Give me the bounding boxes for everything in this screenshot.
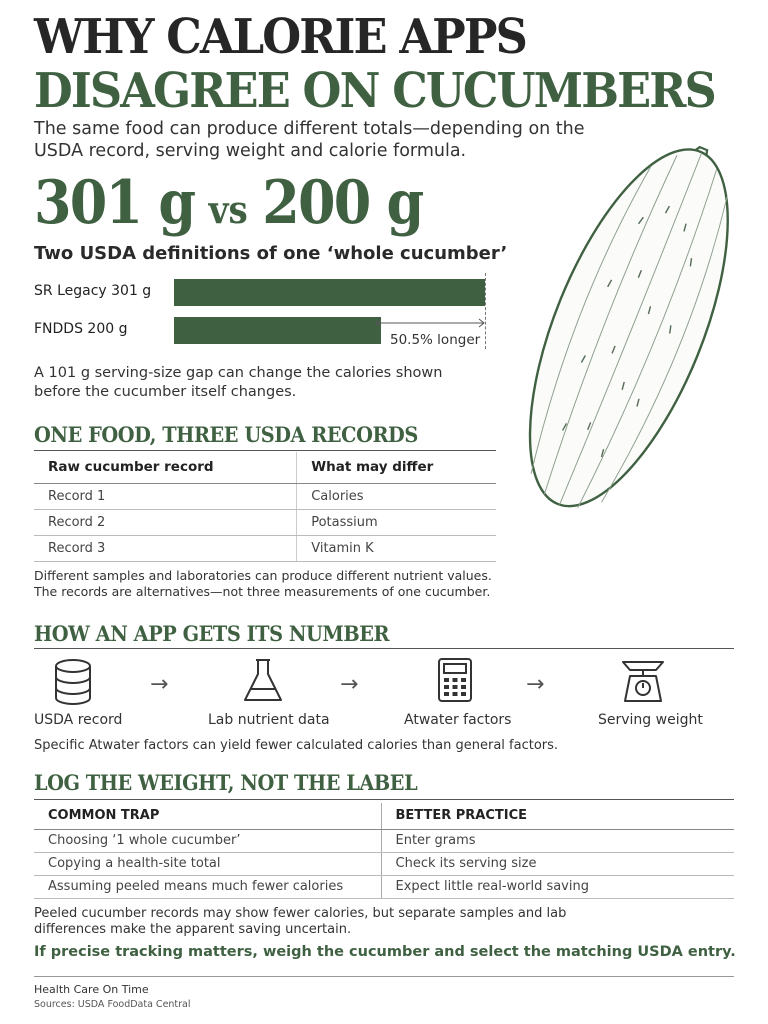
flow-step-label: Lab nutrient data bbox=[208, 712, 330, 728]
publisher: Health Care On Time bbox=[34, 983, 149, 996]
stat-caption: Two USDA definitions of one ‘whole cucumber’ bbox=[34, 243, 508, 264]
flow-note: Specific Atwater factors can yield fewer calculated calories than general factors. bbox=[34, 738, 559, 753]
flow-arrow-icon: → bbox=[526, 672, 545, 697]
table-cell: Record 1 bbox=[34, 483, 297, 509]
records-note: Different samples and laboratories can produce different nutrient values. The records are alternatives—not three measurements of one cucumber. bbox=[34, 568, 492, 599]
table-row bbox=[34, 875, 734, 898]
column-header: BETTER PRACTICE bbox=[381, 803, 734, 829]
stat-value-a: 301 g bbox=[34, 168, 195, 238]
footer-rule bbox=[34, 976, 734, 977]
peel-note: Peeled cucumber records may show fewer calories, but separate samples and lab differences make the apparent saving uncertain. bbox=[34, 906, 567, 937]
practice-rule bbox=[34, 799, 734, 800]
stat-value-b: 200 g bbox=[262, 168, 423, 238]
column-header: Raw cucumber record bbox=[34, 452, 297, 483]
table-cell: Assuming peeled means much fewer calories bbox=[34, 875, 381, 898]
table-cell: Calories bbox=[297, 483, 496, 509]
bar-fndds bbox=[174, 317, 381, 344]
table-cell: Record 2 bbox=[34, 509, 297, 535]
flow-step-label: USDA record bbox=[34, 712, 123, 728]
bar-difference-label: 50.5% longer bbox=[390, 332, 481, 348]
bar-label-fndds: FNDDS 200 g bbox=[34, 321, 128, 337]
flow-arrow-icon: → bbox=[340, 672, 359, 697]
subtitle: The same food can produce different totals—depending on the USDA record, serving weight and calorie formula. bbox=[34, 119, 585, 161]
flow-rule bbox=[34, 648, 734, 649]
calculator-icon bbox=[432, 656, 478, 704]
big-stat bbox=[34, 168, 423, 238]
cucumber-illustration bbox=[510, 130, 750, 520]
records-rule bbox=[34, 450, 496, 451]
title-line-2: DISAGREE ON CUCUMBERS bbox=[34, 63, 715, 119]
column-header: COMMON TRAP bbox=[34, 803, 381, 829]
flow-step-label: Atwater factors bbox=[404, 712, 512, 728]
table-row bbox=[34, 535, 496, 561]
table-cell: Potassium bbox=[297, 509, 496, 535]
database-icon bbox=[50, 658, 96, 706]
table-row bbox=[34, 509, 496, 535]
table-row bbox=[34, 852, 734, 875]
stat-vs: vs bbox=[208, 187, 248, 232]
sources: Sources: USDA FoodData Central bbox=[34, 999, 191, 1010]
bar-label-sr-legacy: SR Legacy 301 g bbox=[34, 283, 152, 299]
flask-icon bbox=[240, 656, 286, 704]
table-header-row bbox=[34, 803, 734, 829]
table-cell: Copying a health-site total bbox=[34, 852, 381, 875]
table-cell: Check its serving size bbox=[381, 852, 734, 875]
table-row bbox=[34, 829, 734, 852]
bar-sr-legacy bbox=[174, 279, 485, 306]
difference-arrow-icon bbox=[374, 318, 486, 328]
flow-step-label: Serving weight bbox=[598, 712, 703, 728]
table-header-row bbox=[34, 452, 496, 483]
table-row bbox=[34, 483, 496, 509]
table-cell: Expect little real-world saving bbox=[381, 875, 734, 898]
scale-icon bbox=[620, 656, 666, 704]
records-heading: ONE FOOD, THREE USDA RECORDS bbox=[34, 422, 418, 447]
title-line-1: WHY CALORIE APPS bbox=[34, 9, 526, 65]
records-table bbox=[34, 452, 496, 562]
flow-arrow-icon: → bbox=[150, 672, 169, 697]
practice-table bbox=[34, 803, 734, 899]
table-cell: Record 3 bbox=[34, 535, 297, 561]
table-cell: Vitamin K bbox=[297, 535, 496, 561]
column-header: What may differ bbox=[297, 452, 496, 483]
table-cell: Choosing ‘1 whole cucumber’ bbox=[34, 829, 381, 852]
gap-note: A 101 g serving-size gap can change the calories shown before the cucumber itself changes. bbox=[34, 365, 443, 400]
table-cell: Enter grams bbox=[381, 829, 734, 852]
bar-end-marker bbox=[485, 273, 486, 349]
flow-heading: HOW AN APP GETS ITS NUMBER bbox=[34, 621, 390, 646]
call-to-action: If precise tracking matters, weigh the cucumber and select the matching USDA entry. bbox=[34, 944, 736, 960]
practice-heading: LOG THE WEIGHT, NOT THE LABEL bbox=[34, 770, 418, 795]
